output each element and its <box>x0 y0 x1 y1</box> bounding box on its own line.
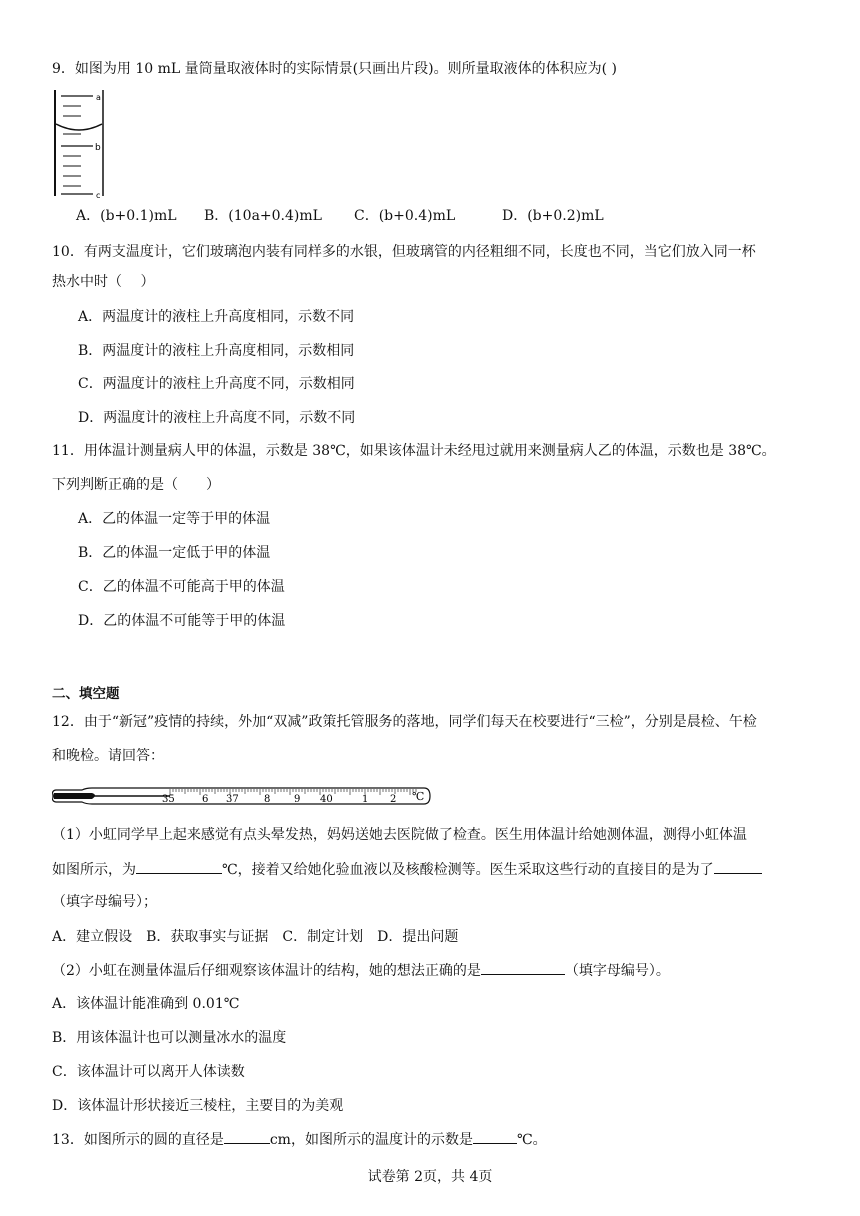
q10-stem-line1: 10．有两支温度计，它们玻璃泡内装有同样多的水银，但玻璃管的内径粗细不同，长度也不同，当它们放入同一杯 <box>52 244 756 260</box>
cylinder-label-c: c <box>96 191 101 200</box>
q13-text-a: 13．如图所示的圆的直径是 <box>52 1132 224 1148</box>
q12-part1-options: A．建立假设 B．获取事实与证据 C．制定计划 D．提出问题 <box>52 929 459 945</box>
q10-option-b: B．两温度计的液柱上升高度相同，示数相同 <box>78 343 355 359</box>
thermo-unit: ℃ <box>412 790 425 803</box>
thermo-label-40: 40 <box>320 794 333 805</box>
q11-stem-line2: 下列判断正确的是（ ） <box>52 477 220 493</box>
q12-part1-text-b: ℃，接着又给她化验血液以及核酸检测等。医生采取这些行动的直接目的是为了 <box>222 862 714 878</box>
q11-option-d: D．乙的体温不可能等于甲的体温 <box>78 613 286 629</box>
cylinder-label-a: a <box>96 93 101 102</box>
q12-answer-blank-purpose[interactable] <box>714 859 762 874</box>
q12-part2-option-c: C．该体温计可以离开人体读数 <box>52 1064 245 1080</box>
q9-option-d: D．(b+0.2)mL <box>502 208 604 224</box>
q12-part2-stem <box>52 960 670 981</box>
q11-option-a: A．乙的体温一定等于甲的体温 <box>78 511 271 527</box>
page-footer: 试卷第 2页，共 4页 <box>367 1169 493 1185</box>
q13-answer-blank-temp[interactable] <box>473 1129 517 1144</box>
q10-stem-line2: 热水中时（ ） <box>52 274 155 290</box>
q12-part1-line1: （1）小虹同学早上起来感觉有点头晕发热，妈妈送她去医院做了检查。医生用体温计给她测体温，测得小虹体温 <box>52 827 747 843</box>
q12-part2-option-d: D．该体温计形状接近三棱柱，主要目的为美观 <box>52 1098 344 1114</box>
thermo-label-36: 6 <box>202 794 209 805</box>
q12-answer-blank-structure[interactable] <box>481 960 565 975</box>
q12-answer-blank-temp[interactable] <box>136 859 222 874</box>
q9-option-c: C．(b+0.4)mL <box>354 208 456 224</box>
q10-option-a: A．两温度计的液柱上升高度相同，示数不同 <box>78 309 355 325</box>
q12-part2-option-a: A．该体温计能准确到 0.01℃ <box>52 996 240 1012</box>
thermo-label-38: 8 <box>264 794 271 805</box>
thermo-label-39: 9 <box>294 794 301 805</box>
q11-stem-line1: 11．用体温计测量病人甲的体温，示数是 38℃，如果该体温计未经甩过就用来测量病人乙的体温，示数也是 38℃。 <box>52 443 776 459</box>
q12-stem-line2: 和晚检。请回答： <box>52 748 164 764</box>
q13-stem <box>52 1129 547 1150</box>
q12-part2-text-a: （2）小虹在测量体温后仔细观察该体温计的结构，她的想法正确的是 <box>52 963 481 979</box>
q12-part2-option-b: B．用该体温计也可以测量冰水的温度 <box>52 1030 287 1046</box>
thermo-label-41: 1 <box>362 794 369 805</box>
q12-stem-line1: 12．由于“新冠”疫情的持续，外加“双减”政策托管服务的落地，同学们每天在校要进行“三检”，分别是晨检、午检 <box>52 714 757 730</box>
q9-options <box>76 205 604 225</box>
q13-text-c: ℃。 <box>516 1132 547 1148</box>
thermo-label-35: 35 <box>162 794 175 805</box>
q9-option-b: B．(10a+0.4)mL <box>204 208 322 224</box>
q10-option-c: C．两温度计的液柱上升高度不同，示数相同 <box>78 376 355 392</box>
q9-stem: 9．如图为用 10 mL 量筒量取液体时的实际情景(只画出片段)。则所量取液体的体积应为( ) <box>52 61 617 77</box>
thermo-label-37: 37 <box>226 794 239 805</box>
q11-option-c: C．乙的体温不可能高于甲的体温 <box>78 579 285 595</box>
q10-option-d: D．两温度计的液柱上升高度不同，示数不同 <box>78 410 356 426</box>
graduated-cylinder-figure <box>53 86 109 200</box>
section-title: 二、填空题 <box>52 686 120 702</box>
clinical-thermometer-figure <box>52 783 432 809</box>
q12-part2-text-b: （填字母编号）。 <box>564 963 670 979</box>
q13-text-b: cm，如图所示的温度计的示数是 <box>269 1132 473 1148</box>
q12-part1-line2 <box>52 859 762 880</box>
q13-answer-blank-diameter[interactable] <box>224 1129 270 1144</box>
cylinder-label-b: b <box>95 143 101 153</box>
q11-option-b: B．乙的体温一定低于甲的体温 <box>78 545 271 561</box>
q12-part1-line3: （填字母编号）； <box>52 894 157 910</box>
q12-part1-text-a: 如图所示，为 <box>52 862 136 878</box>
q9-option-a: A．(b+0.1)mL <box>76 208 177 224</box>
thermo-label-42: 2 <box>390 794 397 805</box>
